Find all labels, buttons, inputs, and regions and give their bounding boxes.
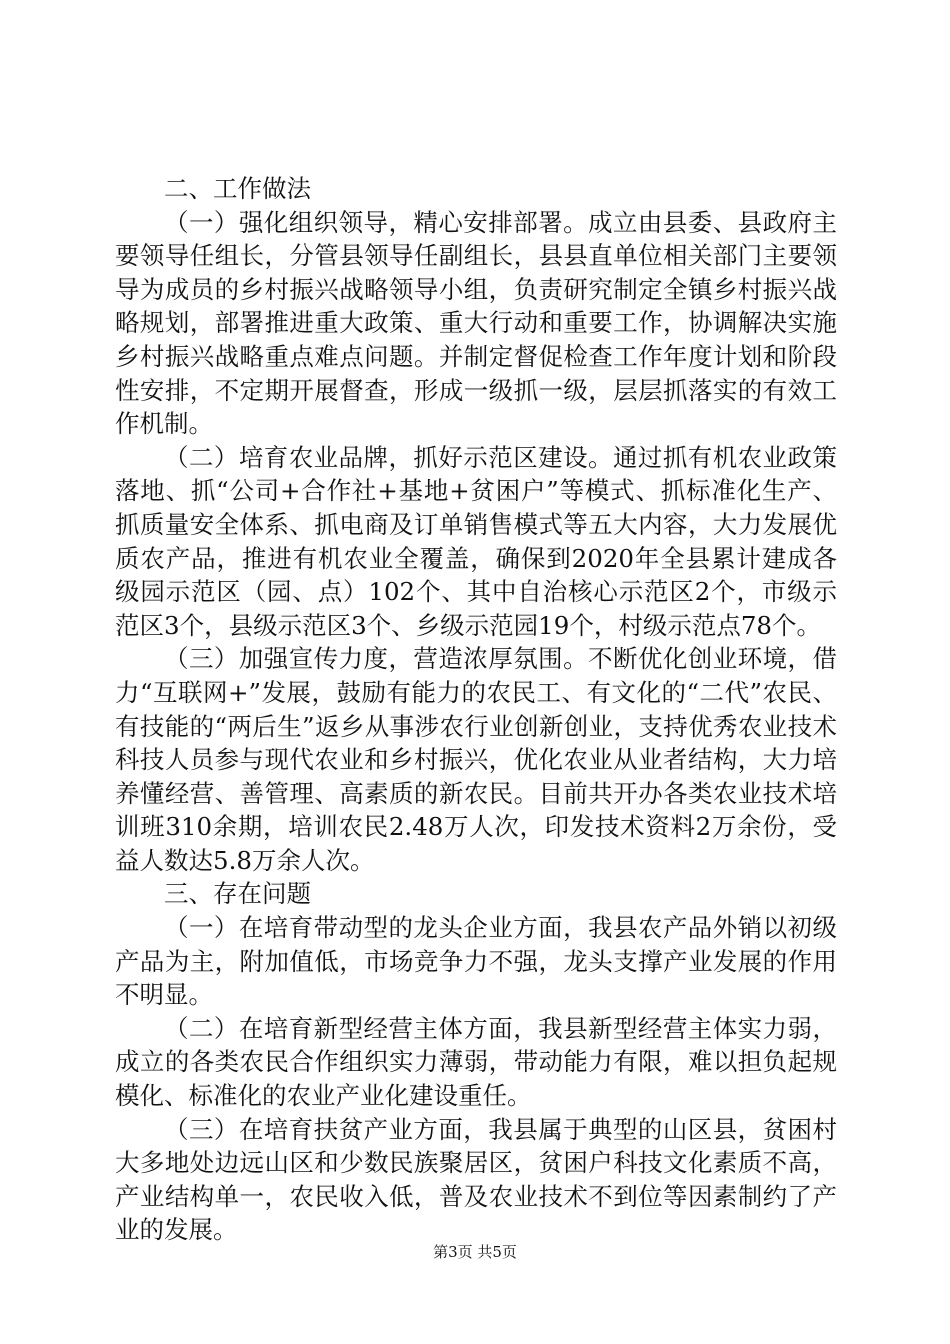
paragraph-leading-enterprises: （一）在培育带动型的龙头企业方面，我县农产品外销以初级产品为主，附加值低，市场竞争力不强，龙头支撑产业发展的作用不明显。 — [115, 913, 837, 1010]
paragraph-poverty-industry: （三）在培育扶贫产业方面，我县属于典型的山区县，贫困村大多地处边远山区和少数民族聚居区，贫困户科技文化素质不高，产业结构单一，农民收入低，普及农业技术不到位等因素制约了产业的发展。 — [115, 1114, 837, 1245]
page-number-footer: 第3页 共5页 — [433, 1243, 517, 1261]
paragraph-publicity: （三）加强宣传力度，营造浓厚氛围。不断优化创业环境，借力“互联网+”发展，鼓励有能力的农民工、有文化的“二代”农民、有技能的“两后生”返乡从事涉农行业创新创业，支持优秀农业技术科技人员参与现代农业和乡村振兴，优化农业从业者结构，大力培养懂经营、善管理、高素质的新农民。目前共开办各类农业技术培训班310余期，培训农民2.48万人次，印发技术资料2万余份，受益人数达5.8万余人次。 — [115, 644, 837, 875]
section-heading-problems: 三、存在问题 — [164, 879, 311, 909]
paragraph-new-business-entities: （二）在培育新型经营主体方面，我县新型经营主体实力弱，成立的各类农民合作组织实力薄弱，带动能力有限，难以担负起规模化、标准化的农业产业化建设重任。 — [115, 1013, 837, 1111]
section-heading-work-methods: 二、工作做法 — [164, 174, 311, 203]
paragraph-organization-leadership: （一）强化组织领导，精心安排部署。成立由县委、县政府主要领导任组长，分管县领导任副组长，县县直单位相关部门主要领导为成员的乡村振兴战略领导小组，负责研究制定全镇乡村振兴战略规划，部署推进重大政策、重大行动和重要工作，协调解决实施乡村振兴战略重点难点问题。并制定督促检查工作年度计划和阶段性安排，不定期开展督查，形成一级抓一级，层层抓落实的有效工作机制。 — [115, 207, 837, 439]
paragraph-agricultural-brand: （二）培育农业品牌，抓好示范区建设。通过抓有机农业政策落地、抓“公司+合作社+基地+贫困户”等模式、抓标准化生产、抓质量安全体系、抓电商及订单销售模式等五大内容，大力发展优质农产品，推进有机农业全覆盖，确保到2020年全县累计建成各级园示范区（园、点）102个、其中自治核心示范区2个，市级示范区3个，县级示范区3个、乡级示范园19个，村级示范点78个。 — [115, 442, 837, 640]
document-body — [115, 172, 837, 1247]
